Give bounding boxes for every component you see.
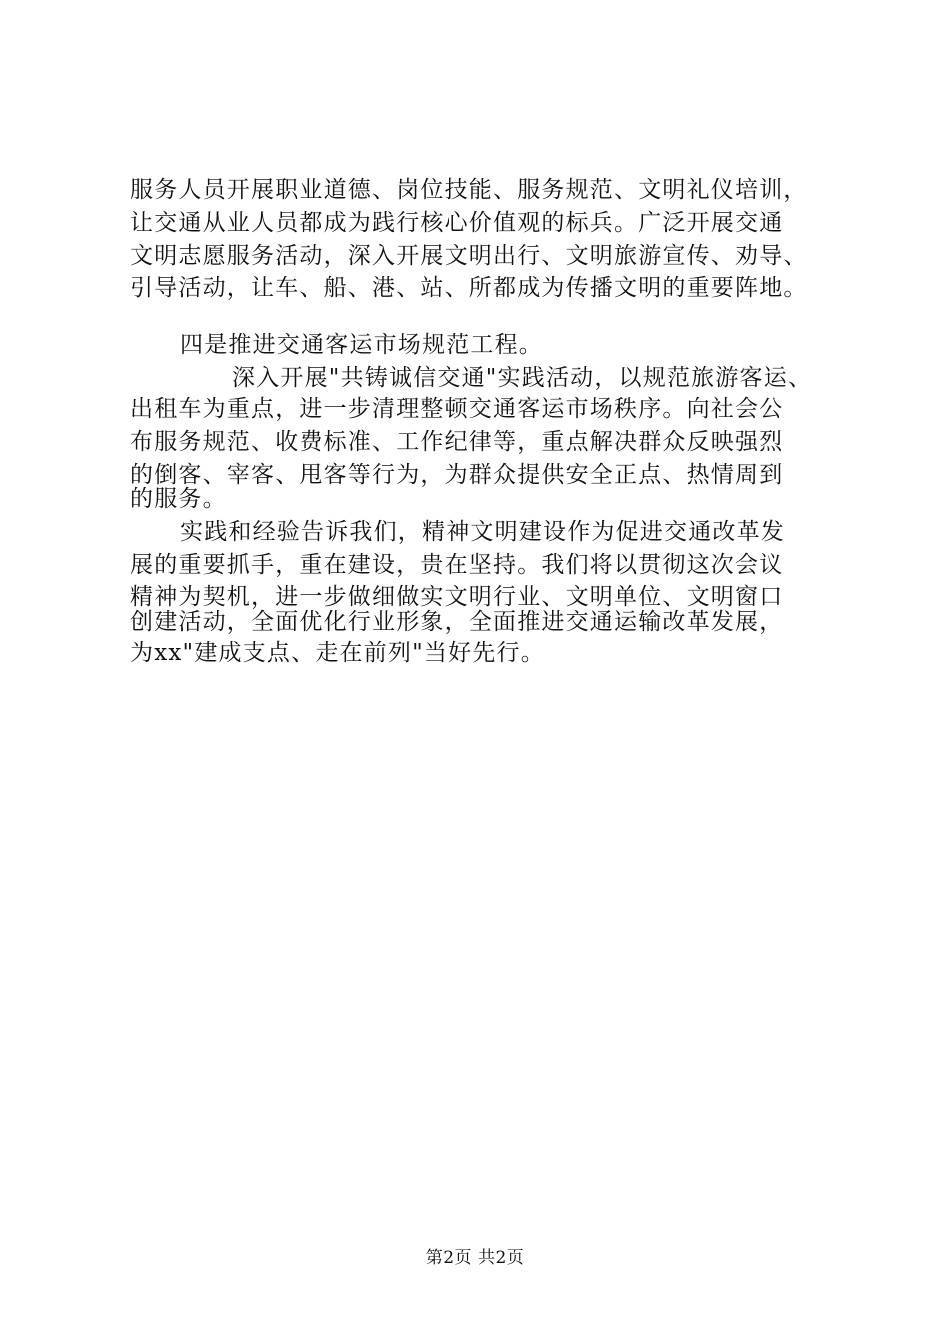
section-heading: 四是推进交通客运市场规范工程。 — [180, 332, 543, 358]
paragraph-line: 创建活动，全面优化行业形象，全面推进交通运输改革发展， — [130, 609, 784, 635]
page-footer: 第2页 共2页 — [425, 1248, 525, 1268]
paragraph-line: 引导活动，让车、船、港、站、所都成为传播文明的重要阵地。 — [130, 275, 808, 301]
paragraph-line: 为xx"建成支点、走在前列"当好先行。 — [130, 640, 545, 666]
paragraph-line: 服务人员开展职业道德、岗位技能、服务规范、文明礼仪培训， — [130, 177, 808, 203]
paragraph-line: 的倒客、宰客、甩客等行为，为群众提供安全正点、热情周到 — [130, 462, 784, 488]
paragraph-line: 深入开展"共铸诚信交通"实践活动，以规范旅游客运、 — [232, 365, 813, 391]
paragraph-line: 精神为契机，进一步做细做实文明行业、文明单位、文明窗口 — [130, 584, 784, 610]
paragraph-line: 的服务。 — [130, 486, 227, 512]
paragraph-line: 布服务规范、收费标准、工作纪律等，重点解决群众反映强烈 — [130, 429, 784, 455]
paragraph-line: 出租车为重点，进一步清理整顿交通客运市场秩序。向社会公 — [130, 396, 784, 422]
paragraph-line: 实践和经验告诉我们，精神文明建设作为促进交通改革发 — [180, 519, 785, 545]
paragraph-line: 文明志愿服务活动，深入开展文明出行、文明旅游宣传、劝导、 — [130, 243, 808, 269]
paragraph-line: 展的重要抓手，重在建设，贵在坚持。我们将以贯彻这次会议 — [130, 552, 784, 578]
paragraph-line: 让交通从业人员都成为践行核心价值观的标兵。广泛开展交通 — [130, 210, 784, 236]
